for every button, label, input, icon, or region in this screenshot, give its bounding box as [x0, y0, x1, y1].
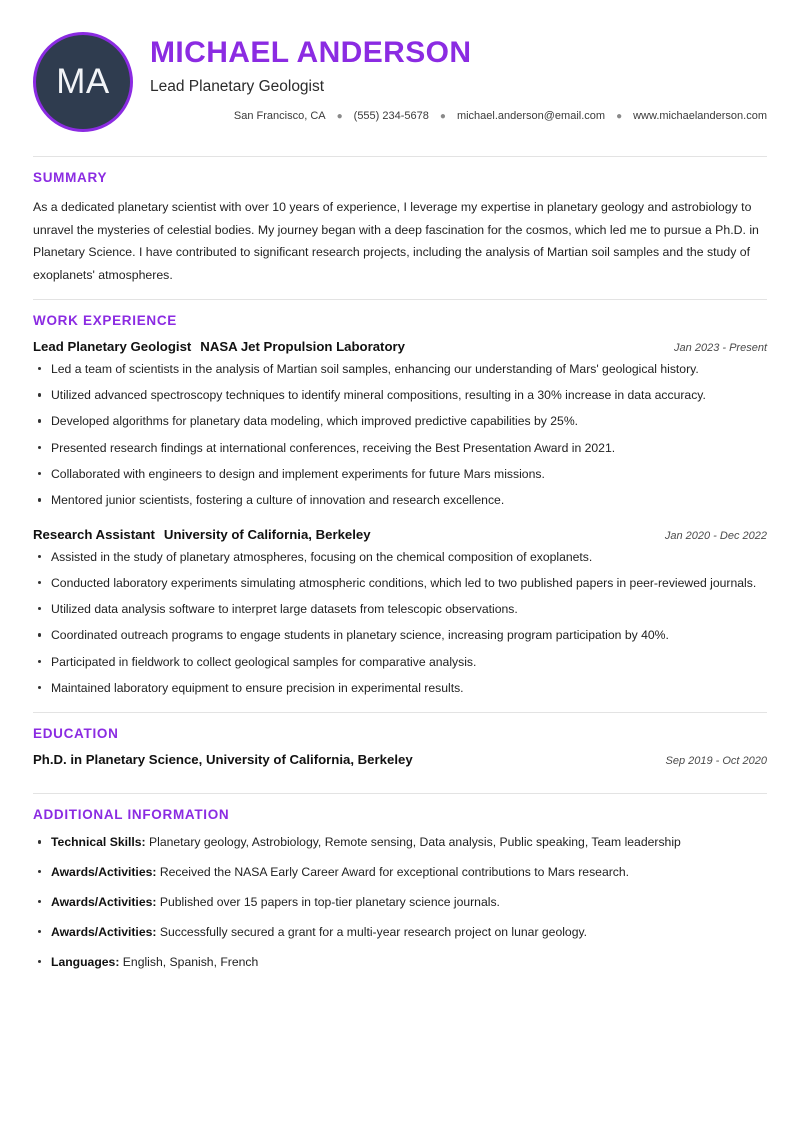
contact-location: San Francisco, CA	[233, 110, 326, 122]
contact-separator-icon: ●	[439, 110, 446, 122]
info-label: Awards/Activities:	[51, 865, 157, 880]
section-summary	[33, 157, 767, 287]
resume-header	[33, 28, 767, 144]
info-value: Successfully secured a grant for a multi-year research project on lunar geology.	[156, 924, 588, 939]
list-item: Conducted laboratory experiments simulating atmospheric conditions, which led to two published papers in peer-reviewed journals.	[33, 574, 767, 593]
experience-organization: NASA Jet Propulsion Laboratory	[200, 338, 405, 354]
avatar-initials: MA	[56, 62, 110, 101]
header-text-block	[150, 28, 767, 122]
list-item	[33, 893, 767, 912]
info-value: Published over 15 papers in top-tier planetary science journals.	[156, 894, 500, 909]
list-item: Presented research findings at international conferences, receiving the Best Presentation Award in 2021.	[33, 439, 767, 458]
contact-info	[150, 110, 767, 122]
info-value: English, Spanish, French	[119, 954, 259, 969]
list-item: Developed algorithms for planetary data modeling, which improved predictive capabilities by 25%.	[33, 412, 767, 431]
list-item: Maintained laboratory equipment to ensure precision in experimental results.	[33, 679, 767, 698]
list-item: Utilized data analysis software to interpret large datasets from telescopic observations.	[33, 600, 767, 619]
contact-phone[interactable]: (555) 234-5678	[353, 110, 429, 122]
list-item: Participated in fieldwork to collect geological samples for comparative analysis.	[33, 653, 767, 672]
experience-bullet-list	[33, 548, 767, 699]
experience-entry	[33, 527, 767, 699]
experience-entry-head	[33, 527, 767, 542]
list-item	[33, 833, 767, 852]
list-item: Mentored junior scientists, fostering a culture of innovation and research excellence.	[33, 491, 767, 510]
experience-entry-head	[33, 339, 767, 354]
info-label: Awards/Activities:	[51, 924, 157, 939]
list-item: Collaborated with engineers to design and implement experiments for future Mars missions.	[33, 465, 767, 484]
experience-job-title: Lead Planetary Geologist	[33, 338, 192, 354]
list-item: Coordinated outreach programs to engage students in planetary science, increasing program participation by 40%.	[33, 626, 767, 645]
experience-bullet-list	[33, 360, 767, 511]
experience-entry	[33, 339, 767, 511]
list-item	[33, 863, 767, 882]
info-label: Awards/Activities:	[51, 894, 157, 909]
education-dates: Sep 2019 - Oct 2020	[665, 755, 767, 768]
experience-job-title: Research Assistant	[33, 526, 155, 542]
page-title: MICHAEL ANDERSON	[150, 36, 472, 69]
section-heading-work-experience: WORK EXPERIENCE	[33, 312, 178, 328]
contact-email[interactable]: michael.anderson@email.com	[456, 110, 606, 122]
summary-text: As a dedicated planetary scientist with over 10 years of experience, I leverage my expertise in planetary geology and astrobiology to unravel the mysteries of celestial bodies. My journey began with a deep fascination for the cosmos, which led me to pursue a Ph.D. in Planetary Science. I have contributed to significant research projects, including the analysis of Martian soil samples and the study of exoplanets' atmospheres.	[33, 200, 759, 283]
info-value: Received the NASA Early Career Award for exceptional contributions to Mars research.	[156, 865, 630, 880]
section-work-experience	[33, 300, 767, 698]
experience-organization: University of California, Berkeley	[163, 526, 371, 542]
section-heading-summary: SUMMARY	[33, 170, 108, 185]
education-degree: Ph.D. in Planetary Science, University of California, Berkeley	[33, 752, 413, 768]
header-job-title: Lead Planetary Geologist	[150, 78, 325, 95]
avatar	[33, 32, 133, 132]
section-heading-additional-information: ADDITIONAL INFORMATION	[33, 807, 230, 823]
education-entry	[33, 752, 767, 767]
experience-title-line	[33, 339, 405, 354]
contact-separator-icon: ●	[336, 110, 343, 122]
list-item	[33, 953, 767, 972]
experience-title-line	[33, 527, 371, 542]
list-item: Utilized advanced spectroscopy techniques to identify mineral compositions, resulting in a 30% increase in data accuracy.	[33, 386, 767, 405]
education-entry-head	[33, 752, 767, 767]
info-label: Technical Skills:	[51, 835, 146, 850]
section-education	[33, 713, 767, 767]
additional-info-list	[33, 833, 767, 972]
section-heading-education: EDUCATION	[33, 726, 119, 742]
section-additional-information	[33, 794, 767, 972]
info-label: Languages:	[51, 954, 120, 969]
list-item: Led a team of scientists in the analysis of Martian soil samples, enhancing our understanding of Mars' geological history.	[33, 360, 767, 379]
experience-dates: Jan 2020 - Dec 2022	[664, 529, 767, 542]
experience-dates: Jan 2023 - Present	[674, 341, 767, 354]
contact-website[interactable]: www.michaelanderson.com	[633, 110, 767, 122]
info-value: Planetary geology, Astrobiology, Remote sensing, Data analysis, Public speaking, Team leadership	[145, 835, 681, 850]
list-item	[33, 923, 767, 942]
contact-separator-icon: ●	[616, 110, 623, 122]
list-item: Assisted in the study of planetary atmospheres, focusing on the chemical composition of exoplanets.	[33, 548, 767, 567]
